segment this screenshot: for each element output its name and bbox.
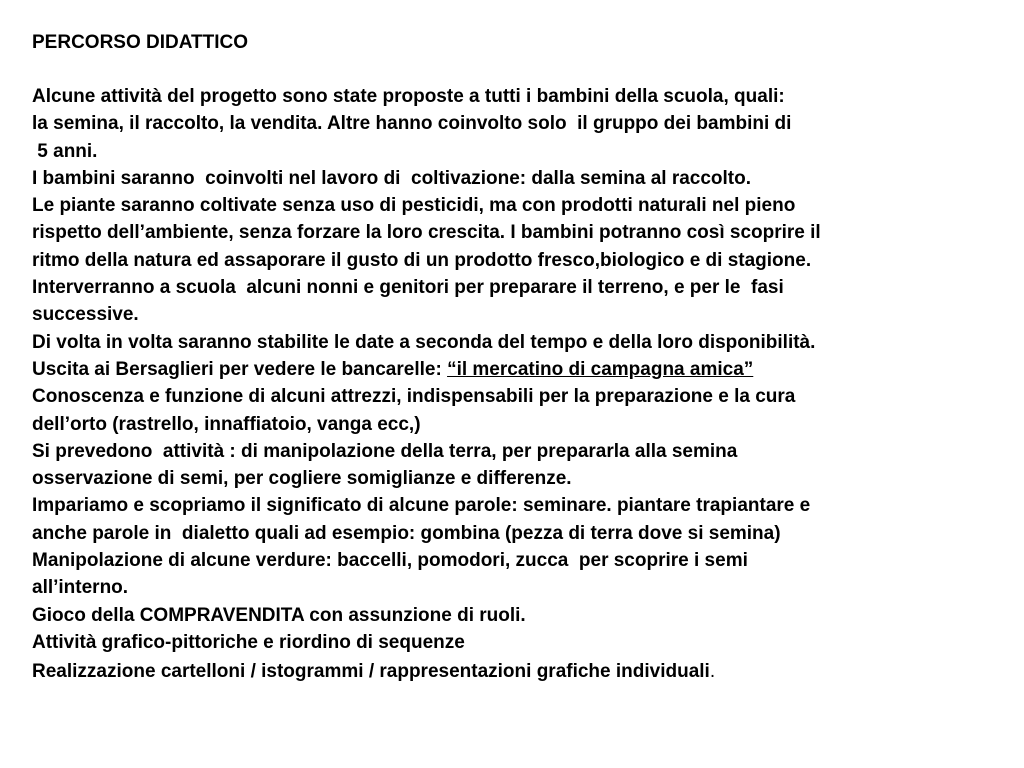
- text-line: Alcune attività del progetto sono state proposte a tutti i bambini della scuola, quali:: [32, 86, 785, 107]
- text-line: Le piante saranno coltivate senza uso di pesticidi, ma con prodotti naturali nel pieno: [32, 195, 796, 217]
- outing-line: [32, 356, 1012, 383]
- outing-prefix: Uscita ai Bersaglieri per vedere le bancarelle:: [32, 358, 448, 380]
- final-period: .: [709, 661, 716, 683]
- final-line: [32, 658, 1012, 685]
- text-line: successive.: [32, 304, 139, 326]
- text-line: la semina, il raccolto, la vendita. Altre hanno coinvolto solo il gruppo dei bambini di: [32, 113, 792, 135]
- text-line: rispetto dell’ambiente, senza forzare la loro crescita. I bambini potranno così scoprire il: [32, 222, 821, 244]
- page-title: PERCORSO DIDATTICO: [32, 32, 249, 53]
- document-page: [32, 29, 1012, 686]
- body-text: [32, 83, 1012, 686]
- text-line: Interverranno a scuola alcuni nonni e genitori per preparare il terreno, e per le fasi: [32, 277, 784, 299]
- text-line: all’interno.: [32, 577, 129, 599]
- text-line: Manipolazione di alcune verdure: baccelli, pomodori, zucca per scoprire i semi: [32, 550, 748, 572]
- text-line: Gioco della COMPRAVENDITA con assunzione di ruoli.: [32, 604, 526, 626]
- text-line: Conoscenza e funzione di alcuni attrezzi, indispensabili per la preparazione e la cura: [32, 386, 796, 408]
- text-line: dell’orto (rastrello, innaffiatoio, vanga ecc,): [32, 413, 421, 435]
- text-line: ritmo della natura ed assaporare il gusto di un prodotto fresco,biologico e di stagione.: [32, 249, 812, 271]
- final-line-text: Realizzazione cartelloni / istogrammi / rappresentazioni grafiche individuali: [32, 661, 710, 683]
- mercatino-link[interactable]: “il mercatino di campagna amica”: [447, 358, 754, 380]
- text-line: I bambini saranno coinvolti nel lavoro di coltivazione: dalla semina al raccolto.: [32, 167, 752, 189]
- text-line: anche parole in dialetto quali ad esempio: gombina (pezza di terra dove si semina): [32, 522, 781, 544]
- text-line: Impariamo e scopriamo il significato di alcune parole: seminare. piantare trapiantare e: [32, 495, 811, 517]
- text-line: Si prevedono attività : di manipolazione della terra, per prepararla alla semina: [32, 440, 738, 462]
- text-line: Di volta in volta saranno stabilite le date a seconda del tempo e della loro disponibilità.: [32, 331, 816, 353]
- text-line: 5 anni.: [32, 140, 98, 162]
- text-line: osservazione di semi, per cogliere somiglianze e differenze.: [32, 468, 572, 490]
- text-line: Attività grafico-pittoriche e riordino di sequenze: [32, 631, 465, 653]
